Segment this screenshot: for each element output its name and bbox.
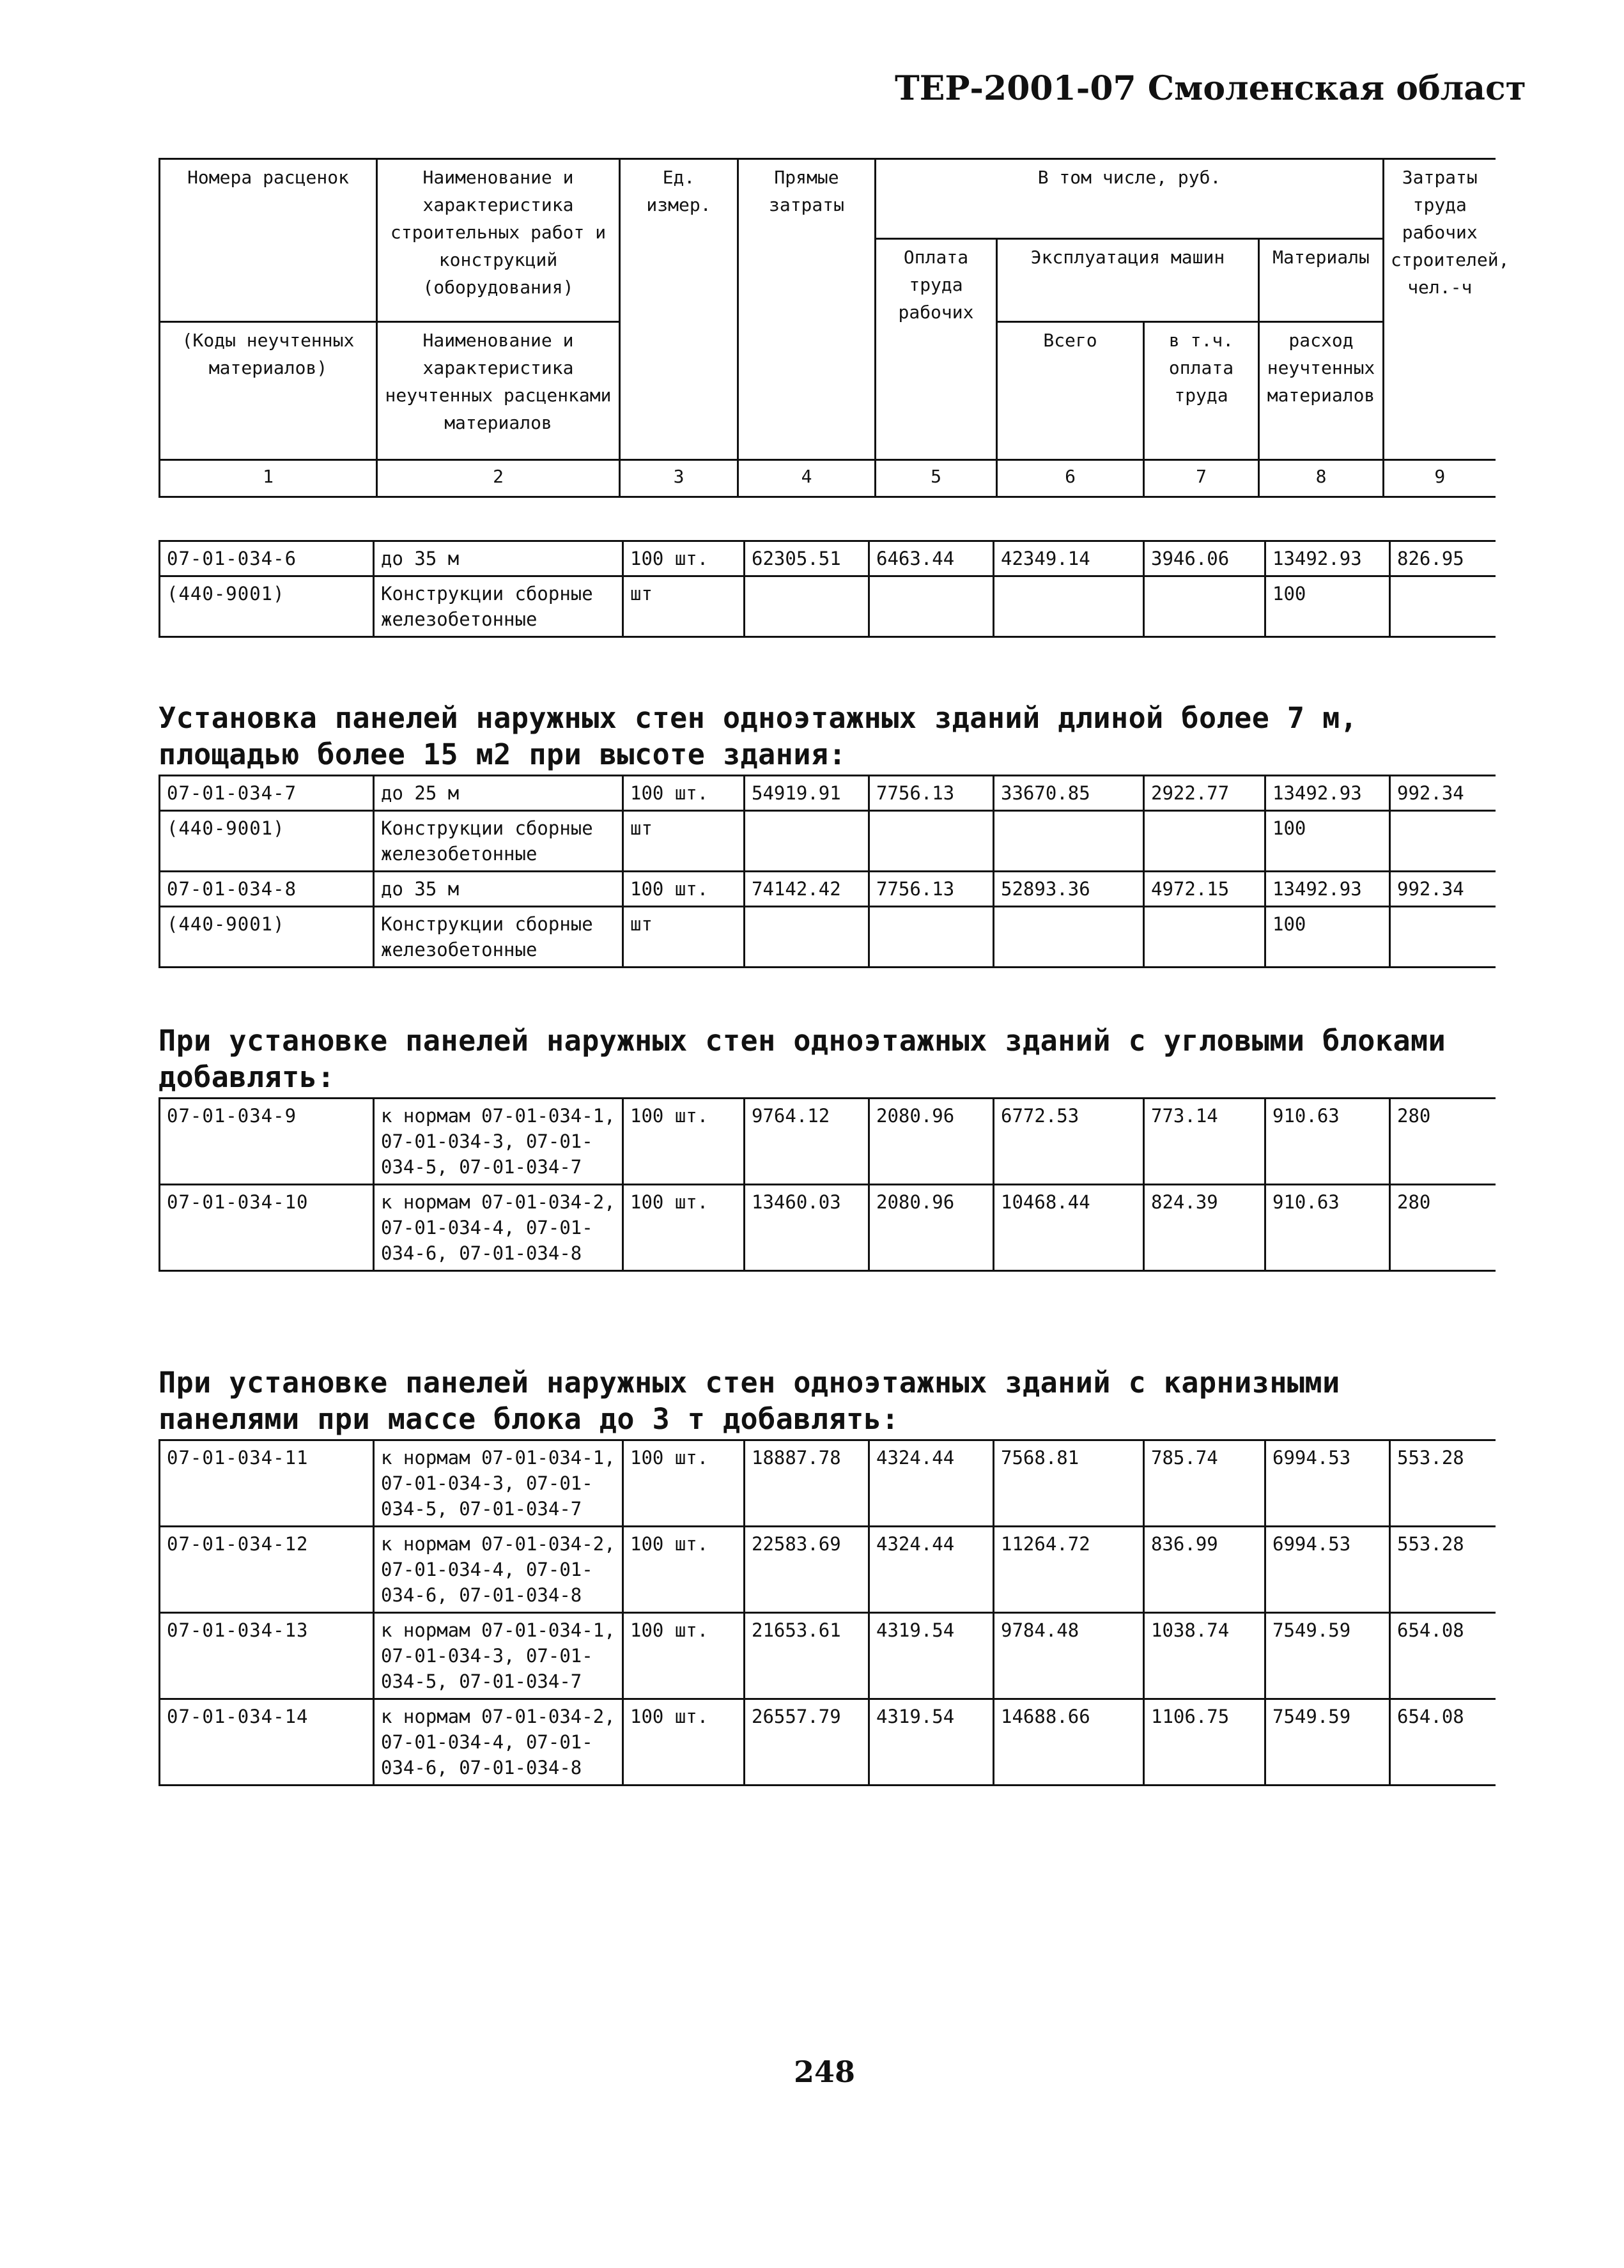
cell-machines-total <box>994 811 1144 872</box>
cell-machine-wages: 836.99 <box>1144 1527 1265 1613</box>
cell-unit: 100 шт. <box>623 1527 745 1613</box>
header-unit: Ед. измер. <box>620 159 738 460</box>
header-materials: Материалы <box>1259 239 1384 322</box>
cell-work-name: к нормам 07-01-034-2, 07-01-034-4, 07-01-034-6, 07-01-034-8 <box>374 1527 623 1613</box>
cell-unit: 100 шт. <box>623 1440 745 1527</box>
section-heading-3: При установке панелей наружных стен одноэтажных зданий с карнизными панелями при массе блока до 3 т добавлять: <box>159 1366 1340 1436</box>
cell-materials: 100 <box>1265 576 1390 637</box>
cell-wages: 6463.44 <box>869 541 994 576</box>
material-row <box>160 811 1496 872</box>
header-machine-wages: в т.ч. оплата труда <box>1144 322 1259 460</box>
cell-machines-total: 6772.53 <box>994 1099 1144 1185</box>
rate-row <box>160 1699 1496 1786</box>
cell-wages: 4324.44 <box>869 1527 994 1613</box>
cell-materials: 100 <box>1265 811 1390 872</box>
material-row <box>160 576 1496 637</box>
cell-wages: 2080.96 <box>869 1185 994 1271</box>
cell-materials: 7549.59 <box>1265 1699 1390 1786</box>
header-code: Номера расценок <box>160 159 377 322</box>
cell-wages: 4319.54 <box>869 1613 994 1699</box>
cell-work-name: до 25 м <box>374 776 623 811</box>
cell-machines-total: 7568.81 <box>994 1440 1144 1527</box>
cell-machine-wages <box>1144 576 1265 637</box>
section-heading-2: При установке панелей наружных стен одноэтажных зданий с угловыми блоками добавлять: <box>159 1024 1446 1094</box>
cell-work-name: к нормам 07-01-034-2, 07-01-034-4, 07-01-034-6, 07-01-034-8 <box>374 1699 623 1786</box>
cell-materials: 6994.53 <box>1265 1527 1390 1613</box>
cell-direct-costs <box>745 811 869 872</box>
cell-labor-costs <box>1390 576 1496 637</box>
rates-table-1 <box>159 540 1496 638</box>
page-number: 248 <box>793 2055 856 2089</box>
cell-labor-costs <box>1390 811 1496 872</box>
cell-machines-total: 42349.14 <box>994 541 1144 576</box>
rates-table-4 <box>159 1439 1496 1786</box>
cell-unit: 100 шт. <box>623 541 745 576</box>
header-direct-costs: Прямые затраты <box>738 159 876 460</box>
cell-work-name: к нормам 07-01-034-2, 07-01-034-4, 07-01-034-6, 07-01-034-8 <box>374 1185 623 1271</box>
cell-direct-costs: 26557.79 <box>745 1699 869 1786</box>
header-number-6: 6 <box>997 460 1144 497</box>
cell-wages: 4324.44 <box>869 1440 994 1527</box>
cell-labor-costs: 280 <box>1390 1185 1496 1271</box>
cell-rate-code: 07-01-034-12 <box>160 1527 374 1613</box>
cell-wages: 7756.13 <box>869 776 994 811</box>
cell-work-name: Конструкции сборные железобетонные <box>374 907 623 968</box>
cell-rate-code: 07-01-034-9 <box>160 1099 374 1185</box>
cell-machine-wages: 824.39 <box>1144 1185 1265 1271</box>
cell-labor-costs: 654.08 <box>1390 1699 1496 1786</box>
header-machines-total: Всего <box>997 322 1144 460</box>
cell-machine-wages: 3946.06 <box>1144 541 1265 576</box>
header-number-8: 8 <box>1259 460 1384 497</box>
cell-labor-costs: 280 <box>1390 1099 1496 1185</box>
cell-work-name: Конструкции сборные железобетонные <box>374 811 623 872</box>
rate-row <box>160 1613 1496 1699</box>
cell-machine-wages <box>1144 907 1265 968</box>
cell-machine-wages <box>1144 811 1265 872</box>
cell-unit: шт <box>623 576 745 637</box>
cell-work-name: до 35 м <box>374 541 623 576</box>
cell-labor-costs: 654.08 <box>1390 1613 1496 1699</box>
cell-machine-wages: 1106.75 <box>1144 1699 1265 1786</box>
header-machines: Эксплуатация машин <box>997 239 1259 322</box>
rate-row <box>160 1185 1496 1271</box>
cell-rate-code: 07-01-034-7 <box>160 776 374 811</box>
cell-machines-total: 14688.66 <box>994 1699 1144 1786</box>
cell-rate-code: 07-01-034-10 <box>160 1185 374 1271</box>
cell-materials: 7549.59 <box>1265 1613 1390 1699</box>
cell-wages <box>869 907 994 968</box>
cell-materials: 910.63 <box>1265 1185 1390 1271</box>
cell-direct-costs: 22583.69 <box>745 1527 869 1613</box>
column-header-table <box>159 158 1510 498</box>
cell-direct-costs: 18887.78 <box>745 1440 869 1527</box>
cell-work-name: к нормам 07-01-034-1, 07-01-034-3, 07-01-034-5, 07-01-034-7 <box>374 1099 623 1185</box>
material-row <box>160 907 1496 968</box>
header-number-2: 2 <box>377 460 620 497</box>
header-labor: Затраты труда рабочих строителей, чел.-ч <box>1384 159 1496 460</box>
rate-row <box>160 776 1496 811</box>
cell-machine-wages: 2922.77 <box>1144 776 1265 811</box>
cell-rate-code: 07-01-034-8 <box>160 872 374 907</box>
header-number-5: 5 <box>876 460 997 497</box>
cell-unit: 100 шт. <box>623 1699 745 1786</box>
cell-unit: 100 шт. <box>623 1613 745 1699</box>
cell-unit: шт <box>623 907 745 968</box>
cell-direct-costs: 9764.12 <box>745 1099 869 1185</box>
section-heading-1: Установка панелей наружных стен одноэтажных зданий длиной более 7 м, площадью более 15 м2 при высоте здания: <box>159 701 1358 771</box>
cell-direct-costs <box>745 576 869 637</box>
cell-direct-costs: 62305.51 <box>745 541 869 576</box>
cell-rate-code: (440-9001) <box>160 576 374 637</box>
header-material-names: Наименование и характеристика неучтенных расценками материалов <box>377 322 620 460</box>
cell-wages <box>869 576 994 637</box>
header-number-3: 3 <box>620 460 738 497</box>
rate-row <box>160 1527 1496 1613</box>
cell-unit: 100 шт. <box>623 1099 745 1185</box>
cell-machines-total <box>994 576 1144 637</box>
rate-row <box>160 872 1496 907</box>
header-number-9: 9 <box>1384 460 1496 497</box>
cell-direct-costs <box>745 907 869 968</box>
cell-rate-code: (440-9001) <box>160 811 374 872</box>
cell-machine-wages: 1038.74 <box>1144 1613 1265 1699</box>
rate-row <box>160 1440 1496 1527</box>
document-title: ТЕР-2001-07 Смоленская област <box>895 69 1526 108</box>
cell-wages: 7756.13 <box>869 872 994 907</box>
cell-work-name: до 35 м <box>374 872 623 907</box>
cell-machine-wages: 785.74 <box>1144 1440 1265 1527</box>
cell-machines-total: 9784.48 <box>994 1613 1144 1699</box>
cell-labor-costs: 992.34 <box>1390 776 1496 811</box>
cell-direct-costs: 54919.91 <box>745 776 869 811</box>
cell-unit: 100 шт. <box>623 776 745 811</box>
cell-labor-costs: 992.34 <box>1390 872 1496 907</box>
cell-work-name: Конструкции сборные железобетонные <box>374 576 623 637</box>
cell-work-name: к нормам 07-01-034-1, 07-01-034-3, 07-01-034-5, 07-01-034-7 <box>374 1440 623 1527</box>
cell-labor-costs: 553.28 <box>1390 1527 1496 1613</box>
cell-direct-costs: 21653.61 <box>745 1613 869 1699</box>
cell-materials: 100 <box>1265 907 1390 968</box>
cell-unit: 100 шт. <box>623 1185 745 1271</box>
rate-row <box>160 1099 1496 1185</box>
cell-wages: 2080.96 <box>869 1099 994 1185</box>
cell-labor-costs: 553.28 <box>1390 1440 1496 1527</box>
cell-machines-total: 10468.44 <box>994 1185 1144 1271</box>
header-number-1: 1 <box>160 460 377 497</box>
cell-unit: 100 шт. <box>623 872 745 907</box>
cell-rate-code: 07-01-034-6 <box>160 541 374 576</box>
cell-machines-total: 33670.85 <box>994 776 1144 811</box>
cell-work-name: к нормам 07-01-034-1, 07-01-034-3, 07-01-034-5, 07-01-034-7 <box>374 1613 623 1699</box>
cell-machines-total: 52893.36 <box>994 872 1144 907</box>
cell-wages: 4319.54 <box>869 1699 994 1786</box>
cell-labor-costs: 826.95 <box>1390 541 1496 576</box>
cell-materials: 6994.53 <box>1265 1440 1390 1527</box>
cell-wages <box>869 811 994 872</box>
cell-rate-code: (440-9001) <box>160 907 374 968</box>
cell-machine-wages: 773.14 <box>1144 1099 1265 1185</box>
header-name: Наименование и характеристика строительных работ и конструкций (оборудования) <box>377 159 620 322</box>
header-material-codes: (Коды неучтенных материалов) <box>160 322 377 460</box>
cell-materials: 13492.93 <box>1265 872 1390 907</box>
cell-machines-total <box>994 907 1144 968</box>
cell-unit: шт <box>623 811 745 872</box>
cell-rate-code: 07-01-034-11 <box>160 1440 374 1527</box>
rate-row <box>160 541 1496 576</box>
header-number-7: 7 <box>1144 460 1259 497</box>
cell-machines-total: 11264.72 <box>994 1527 1144 1613</box>
cell-materials: 13492.93 <box>1265 776 1390 811</box>
rates-table-2 <box>159 775 1496 968</box>
header-number-4: 4 <box>738 460 876 497</box>
cell-labor-costs <box>1390 907 1496 968</box>
rates-table-3 <box>159 1097 1496 1272</box>
header-wages: Оплата труда рабочих <box>876 239 997 460</box>
cell-direct-costs: 74142.42 <box>745 872 869 907</box>
header-including: В том числе, руб. <box>876 159 1384 239</box>
cell-machine-wages: 4972.15 <box>1144 872 1265 907</box>
cell-rate-code: 07-01-034-14 <box>160 1699 374 1786</box>
cell-rate-code: 07-01-034-13 <box>160 1613 374 1699</box>
cell-materials: 13492.93 <box>1265 541 1390 576</box>
header-material-consumption: расход неучтенных материалов <box>1259 322 1384 460</box>
cell-direct-costs: 13460.03 <box>745 1185 869 1271</box>
cell-materials: 910.63 <box>1265 1099 1390 1185</box>
